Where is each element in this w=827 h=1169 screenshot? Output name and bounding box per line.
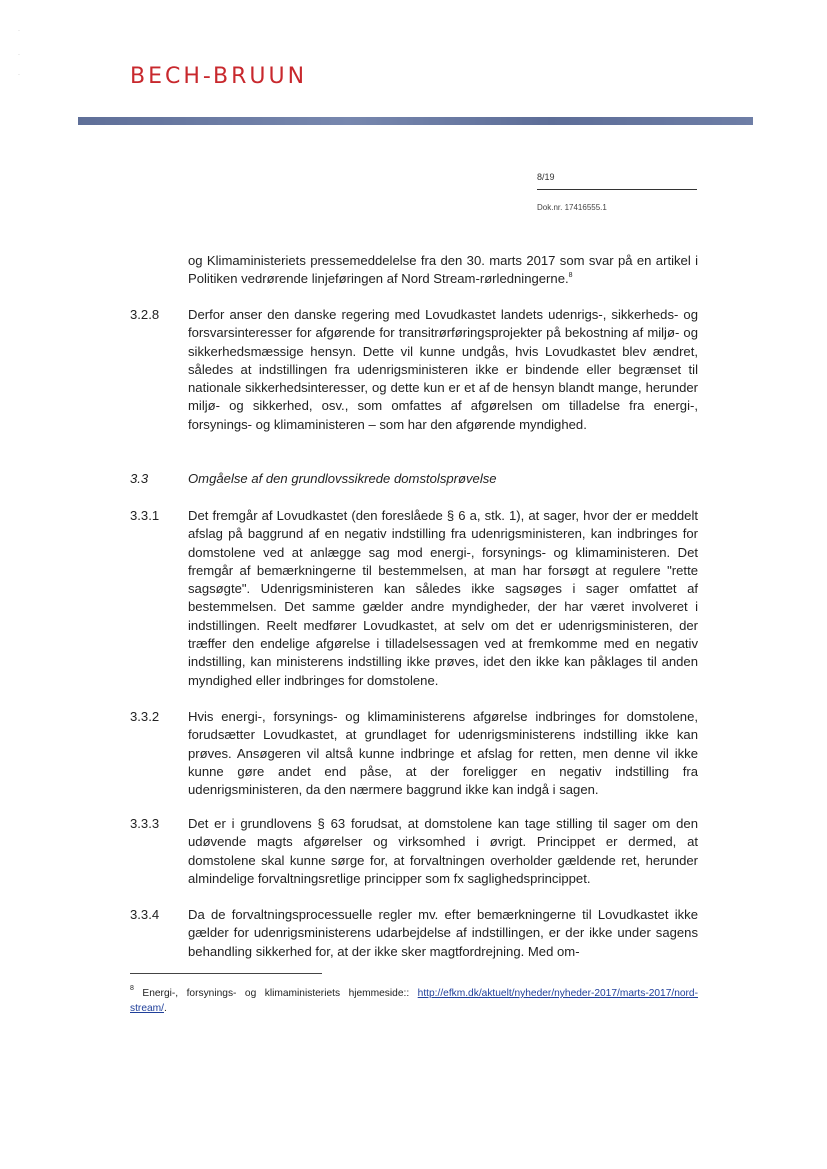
footnote-reference[interactable]: 8	[568, 272, 573, 280]
company-logo: BECH-BRUUN	[130, 64, 308, 89]
footnote-divider	[130, 973, 322, 974]
edge-mark: ·	[18, 28, 20, 34]
section-number-3-3: 3.3	[130, 471, 149, 486]
footnote-marker: 8	[130, 985, 134, 992]
section-3-2-8-text: Derfor anser den danske regering med Lovudkastet landets udenrigs-, sikkerheds- og forsvarsinteresser for afgørende for transitrørføringsprojekter på bekostning af miljø- og sikkerhedsmæssige hensyn. Dette vil kunne undgås, hvis Lovudkastet blev ændret, således at indstillingen fra udenrigsministeren ikke er bindende eller begrænset til nationale sikkerhedsinteresser, og dette kun er et af de hensyn blandt mange, herunder miljø- og sikkerhed, osv., som omfattes af afgørelsen om tilladelse fra energi-, forsynings- og klimaministeren – som har den afgørende myndighed.	[188, 307, 698, 432]
section-number-3-3-1: 3.3.1	[130, 508, 160, 523]
intro-paragraph	[188, 252, 698, 289]
section-3-3-2-text: Hvis energi-, forsynings- og klimaministerens afgørelse indbringes for domstolene, forudsætter Lovudkastet, at grundlaget for udenrigsministerens indstilling ikke kan prøves. Ansøgeren vil altså kunne indbringe et afslag for retten, men denne vil ikke kunne gøre andet end påse, at der foreligger en negativ indstilling fra udenrigsministeren, da den nærmere baggrund ikke kan indgå i sagen.	[188, 709, 698, 798]
intro-text: og Klimaministeriets pressemeddelelse fra den 30. marts 2017 som svar på en artikel i Politiken vedrørende linjeføringen af Nord Stream-rørledningerne.	[188, 253, 698, 287]
section-number-3-2-8: 3.2.8	[130, 307, 160, 322]
header-divider	[537, 189, 697, 190]
footnote-link[interactable]: http://efkm.dk/aktuelt/nyheder/nyheder-2017/marts-2017/nord-stream/	[130, 988, 698, 1014]
edge-mark: ·	[18, 72, 20, 78]
page-number: 8/19	[537, 172, 555, 182]
section-number-3-3-2: 3.3.2	[130, 709, 160, 724]
section-3-3-3-text: Det er i grundlovens § 63 forudsat, at domstolene kan tage stilling til sager om den udøvende magts afgørelser og virksomhed i øvrigt. Princippet er dermed, at domstolene skal kunne sørge for, at forvaltningen overholder gældende ret, herunder almindelige forvaltningsretlige principper som fx saglighedsprincippet.	[188, 816, 698, 886]
document-number: Dok.nr. 17416555.1	[537, 203, 607, 212]
footnote-text: Energi-, forsynings- og klimaministeriets hjemmeside::	[142, 988, 410, 999]
footnote-trailing: .	[163, 1003, 167, 1014]
section-3-3-heading: Omgåelse af den grundlovssikrede domstolsprøvelse	[188, 471, 497, 486]
section-3-3-1-text: Det fremgår af Lovudkastet (den foreslåede § 6 a, stk. 1), at sager, hvor der er meddelt afslag på baggrund af en negativ indstilling fra udenrigsministeren, kan indbringes for domstolene ved at anlægge sag mod energi-, forsynings- og klimaministeren. Det fremgår af bemærkningerne til bestemmelsen, at man har forsøgt at regulere "rette sagsøgte". Udenrigsministeren kan således ikke sagsøges i sager omfattet af bestemmelsen. Det samme gælder andre myndigheder, der har været involveret i indstillingen. Reelt medfører Lovudkastet, at selv om det er udenrigsministeren, der træffer den endelige afgørelse i tilladelsessagen ved at fremkomme med en negativ indstilling, kan ministerens indstilling ikke prøves, idet den ikke kan påklages til anden myndighed eller indbringes for domstolene.	[188, 508, 698, 688]
section-number-3-3-3: 3.3.3	[130, 816, 160, 831]
section-3-3-4-text: Da de forvaltningsprocessuelle regler mv. efter bemærkningerne til Lovudkastet ikke gælder for udenrigsministerens udarbejdelse af indstillingen, er der ikke under sagens behandling sikkerhed for, at der ikke sker magtfordrejning. Med om-	[188, 907, 698, 959]
section-number-3-3-4: 3.3.4	[130, 907, 160, 922]
header-band	[78, 117, 753, 125]
footnote	[130, 986, 698, 1016]
edge-mark: ·	[18, 52, 20, 58]
